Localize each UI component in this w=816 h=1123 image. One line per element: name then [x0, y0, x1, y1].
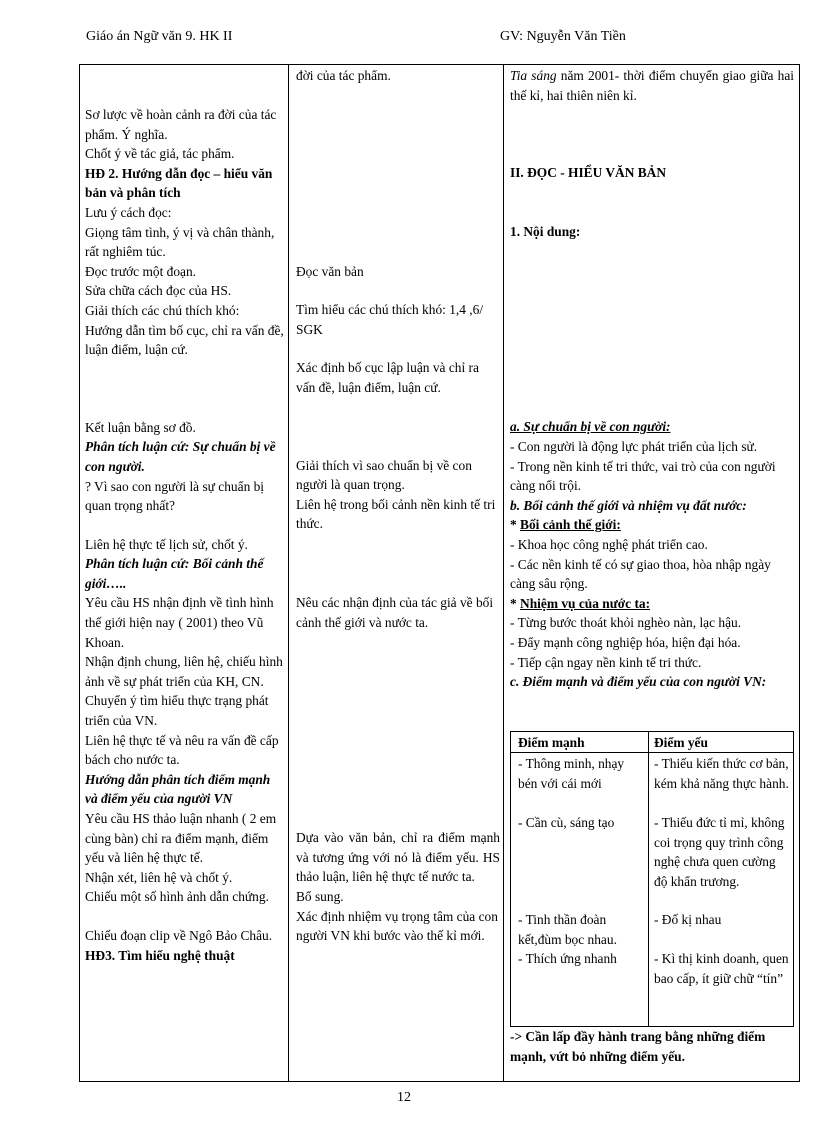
bullet-prefix: *: [510, 595, 521, 611]
table-header-strengths: Điểm mạnh: [518, 735, 585, 750]
weakness-item: - Kì thị kinh doanh, quen bao cấp, ít giữ chữ “tín”: [654, 951, 789, 986]
text-line: - Trong nền kinh tế tri thức, vai trò của con người càng nổi trội.: [510, 458, 776, 494]
section-heading: Hướng dẫn phân tích điểm mạnh và điểm yếu của người VN: [85, 771, 271, 807]
text-line: Yêu cầu HS nhận định về tình hình thế giới hiện nay ( 2001) theo Vũ Khoan.: [85, 595, 274, 650]
text-line: Đọc trước một đoạn.: [85, 263, 197, 279]
text-line: Liên hệ thực tế lịch sử, chốt ý.: [85, 536, 248, 552]
student-activity-column: [296, 66, 500, 946]
bullet-prefix: *: [510, 517, 521, 533]
header-right: GV: Nguyễn Văn Tiền: [500, 29, 626, 44]
text-line: Liên hệ thực tế và nêu ra vấn đề cấp bách cho nước ta.: [85, 732, 279, 768]
table-rule: [648, 732, 649, 1026]
weakness-item: - Thiếu đức tỉ mỉ, không coi trọng quy trình công nghệ chưa quen cường độ khẩn trương.: [654, 815, 785, 889]
subsection-heading: b. Bối cảnh thế giới và nhiệm vụ đất nước:: [510, 497, 747, 513]
text-line: Giải thích các chú thích khó:: [85, 302, 240, 318]
header-left: Giáo án Ngữ văn 9. HK II: [86, 29, 233, 44]
text-line: - Con người là động lực phát triển của lịch sử.: [510, 438, 758, 454]
text-line: Chuyển ý tìm hiểu thực trạng phát triển của VN.: [85, 693, 269, 729]
text-line: - Tiếp cận ngay nền kinh tế tri thức.: [510, 654, 702, 670]
bullet-heading: Nhiệm vụ của nước ta:: [520, 595, 651, 611]
text-line: Dựa vào văn bản, chỉ ra điểm mạnh và tương ứng với nó là điểm yếu. HS thảo luận, liên hệ thực tế nước ta.: [296, 830, 500, 885]
section-heading: Phân tích luận cứ: Sự chuẩn bị về con người.: [85, 439, 276, 474]
conclusion-text: -> Cần lấp đầy hành trang bằng những điểm mạnh, vứt bỏ những điểm yếu.: [510, 1029, 766, 1064]
table-header-weaknesses: Điểm yếu: [654, 735, 708, 750]
text-line: - Khoa học công nghệ phát triển cao.: [510, 536, 708, 552]
content-column: [510, 66, 794, 692]
conclusion: [510, 1027, 794, 1066]
text-line: Giải thích vì sao chuẩn bị về con người là quan trọng.: [296, 457, 472, 493]
column-divider: [288, 64, 289, 1082]
strengths-weaknesses-table: [510, 731, 794, 1027]
section-heading: II. ĐỌC - HIỂU VĂN BẢN: [510, 165, 666, 181]
weakness-item: - Đố kị nhau: [654, 912, 722, 927]
section-heading: 1. Nội dung:: [510, 223, 581, 239]
subsection-heading: c. Điểm mạnh và điểm yếu của con người VN:: [510, 674, 767, 690]
text-italic: Tia sáng: [510, 68, 557, 83]
bullet-heading: Bối cảnh thế giới:: [520, 517, 621, 533]
text-line: Lưu ý cách đọc:: [85, 204, 172, 220]
teacher-activity-column: [85, 66, 285, 965]
text-line: Bổ sung.: [296, 888, 344, 904]
column-divider: [503, 64, 504, 1082]
text-line: ? Vì sao con người là sự chuẩn bị quan trọng nhất?: [85, 478, 265, 514]
text-line: Đọc văn bản: [296, 263, 364, 279]
text-line: - Từng bước thoát khỏi nghèo nàn, lạc hậu.: [510, 615, 742, 631]
text-line: Xác định bố cục lập luận và chỉ ra vấn đề, luận điểm, luận cứ.: [296, 360, 479, 395]
text-line: Nhận định chung, liên hệ, chiếu hình ảnh về sự phát triển của KH, CN.: [85, 654, 283, 689]
text-line: Sửa chữa cách đọc của HS.: [85, 283, 232, 299]
subsection-heading: a. Sự chuẩn bị về con người:: [510, 419, 671, 435]
text-line: Giọng tâm tình, ý vị và chân thành, rất nghiêm túc.: [85, 224, 275, 260]
text-line: Chốt ý về tác giả, tác phẩm.: [85, 146, 235, 162]
text-line: Tìm hiểu các chú thích khó: 1,4 ,6/ SGK: [296, 302, 484, 337]
text-line: Sơ lược về hoàn cảnh ra đời của tác phẩm. Ý nghĩa.: [85, 107, 277, 142]
text-line: Kết luận bằng sơ đồ.: [85, 419, 196, 435]
text-line: - Đẩy mạnh công nghiệp hóa, hiện đại hóa.: [510, 634, 741, 650]
text-line: Chiếu một số hình ảnh dẫn chứng.: [85, 889, 269, 905]
text-line: Liên hệ trong bối cảnh nền kinh tế tri thức.: [296, 496, 496, 532]
text-line: Chiếu đoạn clip về Ngô Bảo Châu.: [85, 927, 273, 943]
activity-heading: HĐ 2. Hướng dẫn đọc – hiểu văn bản và phân tích: [85, 165, 273, 201]
strength-item: - Thông minh, nhạy bén với cái mới: [518, 756, 625, 791]
weakness-item: - Thiếu kiến thức cơ bản, kém khả năng thực hành.: [654, 756, 789, 791]
text-line: - Các nền kinh tế có sự giao thoa, hòa nhập ngày càng sâu rộng.: [510, 556, 771, 592]
strength-item: - Thích ứng nhanh: [518, 951, 617, 966]
page-number: 12: [397, 1090, 411, 1105]
text-line: Nêu các nhận định của tác giả về bối cảnh thế giới và nước ta.: [296, 594, 494, 630]
text-line: Hướng dẫn tìm bố cục, chỉ ra vấn đề, luận điểm, luận cứ.: [85, 322, 284, 358]
strength-item: - Cần cù, sáng tạo: [518, 815, 615, 830]
strength-item: - Tinh thần đoàn kết,đùm bọc nhau.: [518, 912, 617, 947]
section-heading: Phân tích luận cứ: Bối cảnh thế giới…..: [85, 556, 264, 591]
text-line: Yêu cầu HS thảo luận nhanh ( 2 em cùng bàn) chỉ ra điểm mạnh, điểm yếu và liên hệ thực tế.: [85, 811, 277, 866]
text-line: năm 2001- thời điểm chuyển giao giữa hai thế kỉ, hai thiên niên kỉ.: [510, 68, 794, 103]
text-line: Xác định nhiệm vụ trọng tâm của con người VN khi bước vào thế kỉ mới.: [296, 908, 498, 944]
text-line: đời của tác phẩm.: [296, 68, 391, 83]
text-line: Nhận xét, liên hệ và chốt ý.: [85, 869, 233, 885]
activity-heading: HĐ3. Tìm hiểu nghệ thuật: [85, 947, 235, 963]
